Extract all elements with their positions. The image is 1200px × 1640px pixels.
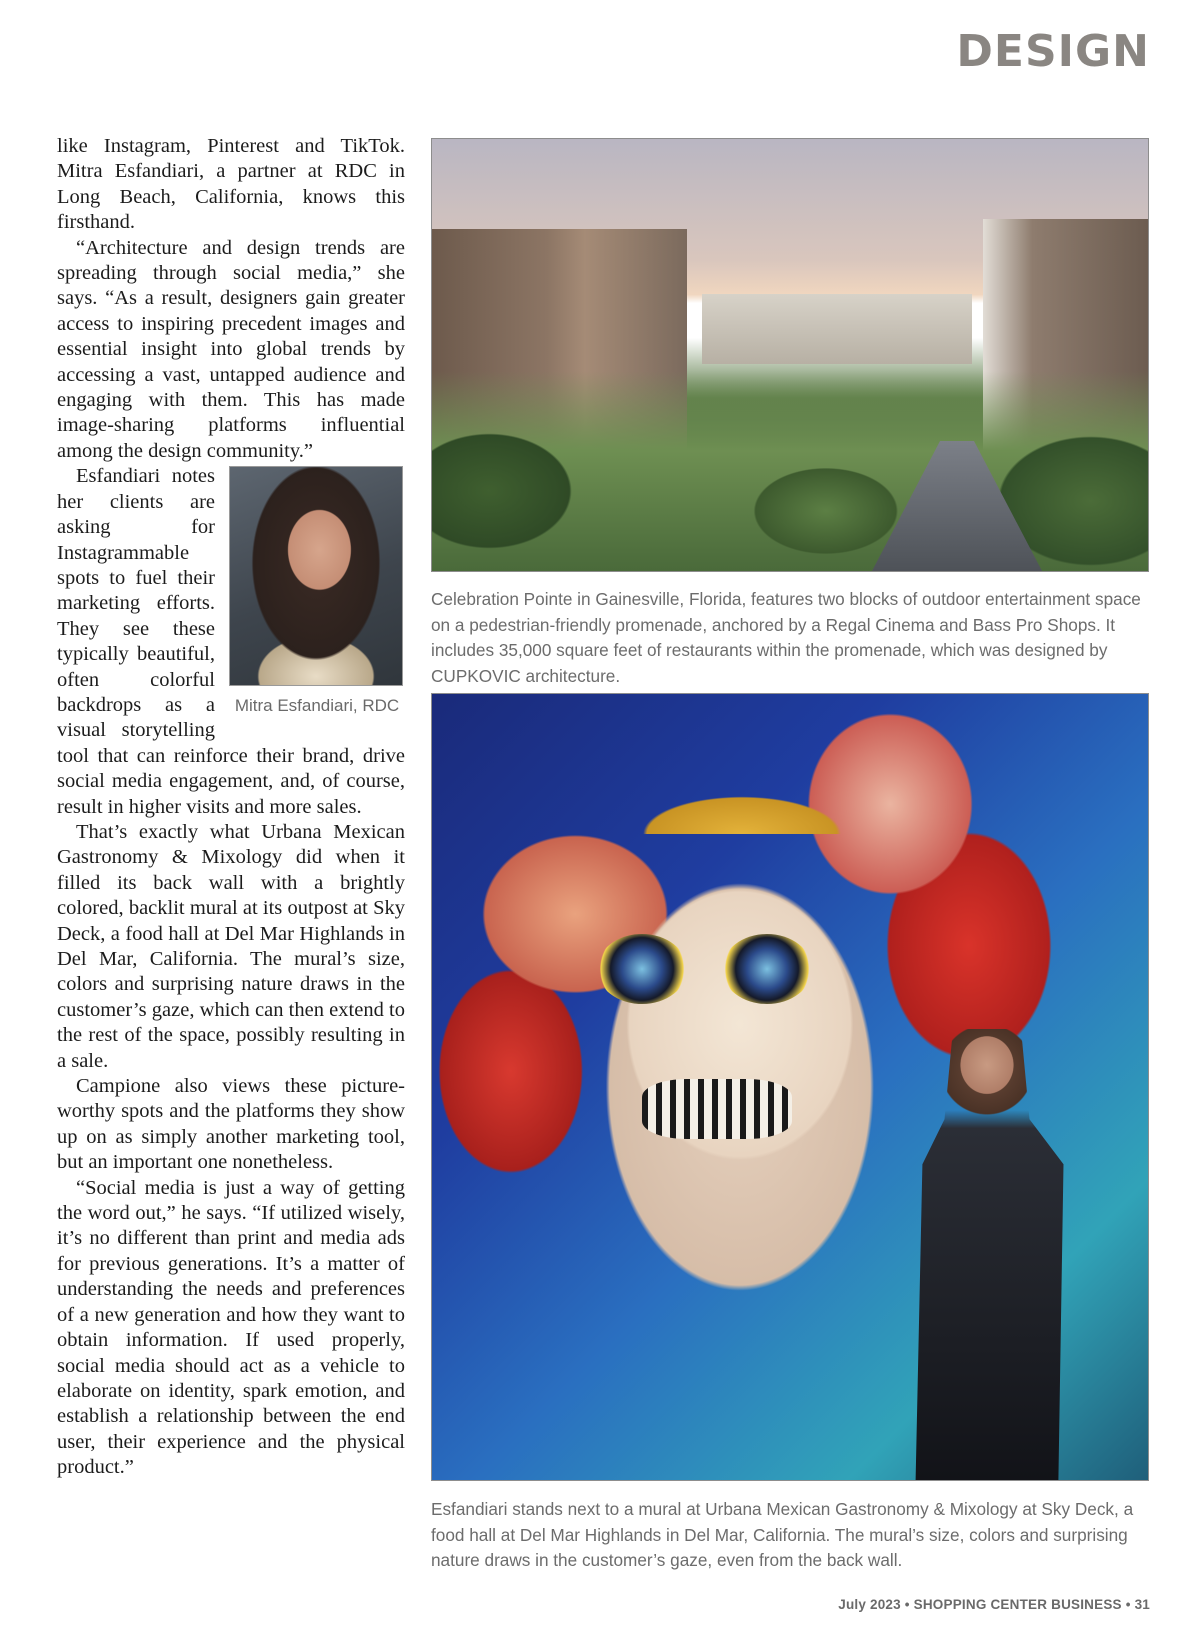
person-standing	[902, 1029, 1072, 1480]
paragraph-6: “Social media is just a way of getting the word out,” he says. “If utilized wisely, it’s no different than print and media ads for previous generations. It’s a matter of understanding the needs and preferences of a new generation and how they want to obtain information. If used properly, social media should act as a vehicle to elaborate on identity, spark emotion, and establish a relationship between the end user, their experience and the physical product.”	[57, 1176, 405, 1479]
mural-left-eye	[597, 934, 687, 1004]
portrait-caption: Mitra Esfandiari, RDC	[234, 696, 400, 716]
portrait-photo	[229, 466, 403, 686]
paragraph-3: Esfandiari notes her clients are asking for Instagrammable spots to fuel their marketing efforts. They see these typically beautiful, often colorful backdrops as a visual storytelling tool that can reinforce their brand, drive social media engagement, and, of course, result in higher visits and more sales.	[57, 465, 405, 818]
mural-mouth	[642, 1079, 792, 1139]
landscape	[432, 371, 1148, 571]
section-label: DESIGN	[956, 26, 1150, 77]
mural-crown	[552, 714, 932, 834]
paragraph-5: Campione also views these picture-worthy spots and the platforms they show up on as simply another marketing tool, but an important one nonetheless.	[57, 1075, 405, 1174]
article-body	[57, 134, 405, 1481]
promenade-photo-caption: Celebration Pointe in Gainesville, Florida, features two blocks of outdoor entertainment space on a pedestrian-friendly promenade, anchored by a Regal Cinema and Bass Pro Shops. It includes 35,000 square feet of restaurants within the promenade, which was designed by CUPKOVIC architecture.	[431, 589, 1141, 686]
promenade-rendering-photo	[431, 138, 1149, 572]
paragraph-4: That’s exactly what Urbana Mexican Gastronomy & Mixology did when it filled its back wall with a brightly colored, backlit mural at its outpost at Sky Deck, a food hall at Del Mar Highlands in Del Mar, California. The mural’s size, colors and surprising nature draws in the customer’s gaze, which can then extend to the rest of the space, possibly resulting in a sale.	[57, 820, 405, 1072]
mural-right-eye	[722, 934, 812, 1004]
mural-photo-caption: Esfandiari stands next to a mural at Urbana Mexican Gastronomy & Mixology at Sky Deck, a food hall at Del Mar Highlands in Del Mar, California. The mural’s size, colors and surprising nature draws in the customer’s gaze, even from the back wall.	[431, 1499, 1134, 1570]
paragraph-2: “Architecture and design trends are spreading through social media,” she says. “As a result, designers gain greater access to inspiring precedent images and essential insight into global trends by accessing a vast, untapped audience and engaging with them. This has made image-sharing platforms influential among the design community.”	[57, 236, 405, 462]
mural-photo	[431, 693, 1149, 1481]
portrait-inset	[229, 466, 405, 718]
paragraph-1: like Instagram, Pinterest and TikTok. Mitra Esfandiari, a partner at RDC in Long Beach, California, knows this firsthand.	[57, 135, 405, 234]
building-center	[702, 294, 972, 364]
page-footer: July 2023 • SHOPPING CENTER BUSINESS • 31	[838, 1597, 1150, 1612]
